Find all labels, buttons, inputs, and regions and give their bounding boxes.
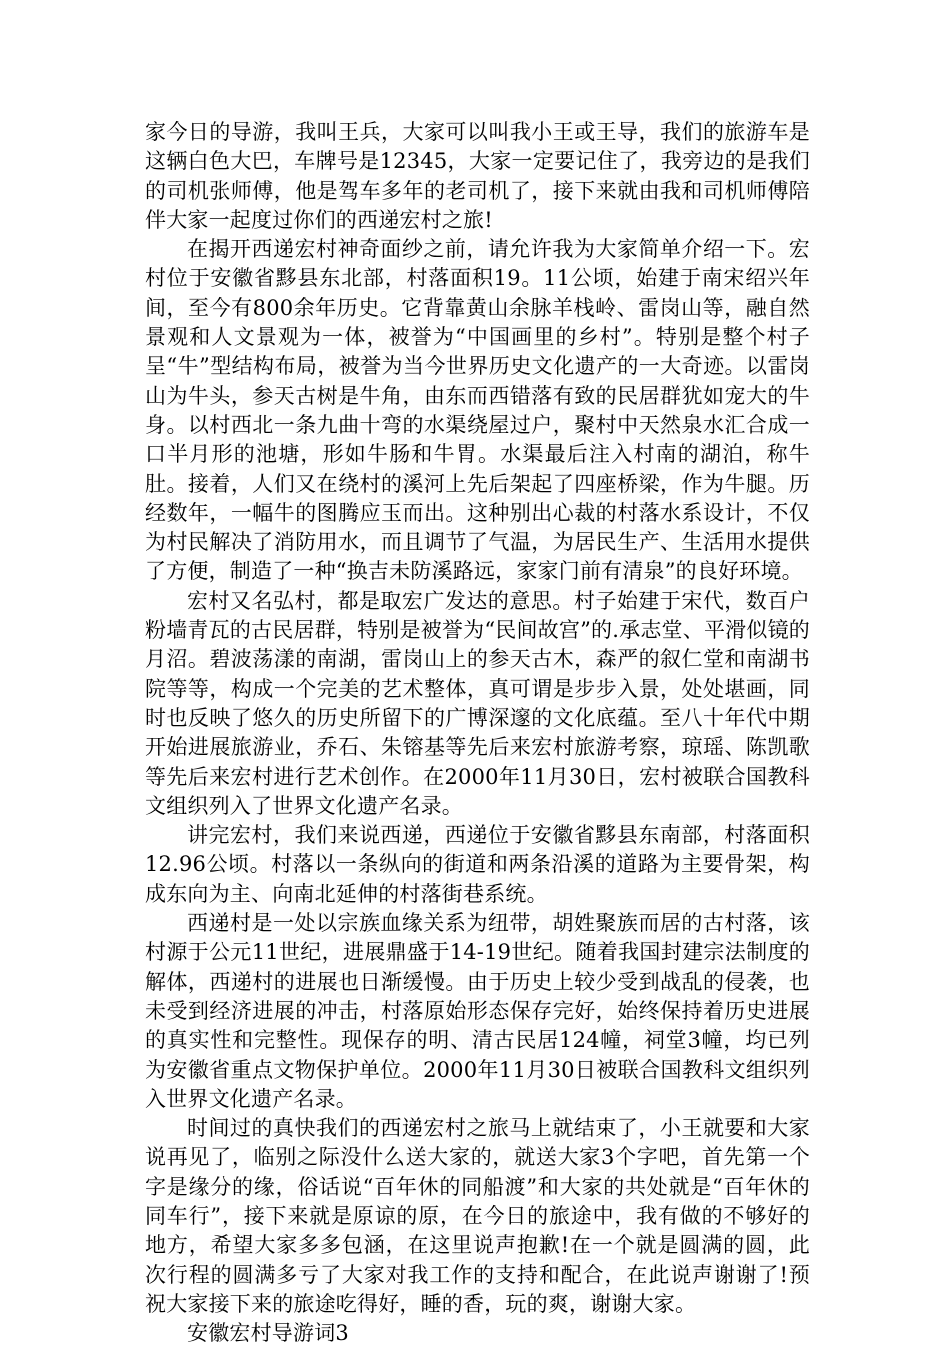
paragraph-intro-continued: 家今日的导游，我叫王兵，大家可以叫我小王或王导，我们的旅游车是这辆白色大巴，车牌号是12345，大家一定要记住了，我旁边的是我们的司机张师傅，他是驾车多年的老司机了，接下来就由我和司机师傅陪伴大家一起度过你们的西递宏村之旅! [145, 120, 810, 232]
section-heading: 安徽宏村导游词3 [187, 1321, 349, 1346]
paragraph-hongcun-overview: 在揭开西递宏村神奇面纱之前，请允许我为大家简单介绍一下。宏村位于安徽省黟县东北部，村落面积19。11公顷，始建于南宋绍兴年间，至今有800余年历史。它背靠黄山余脉羊栈岭、雷岗山等，融自然景观和人文景观为一体，被誉为“中国画里的乡村”。特别是整个村子呈“牛”型结构布局，被誉为当今世界历史文化遗产的一大奇迹。以雷岗山为牛头，参天古树是牛角，由东而西错落有致的民居群犹如宠大的牛身。以村西北一条九曲十弯的水渠绕屋过户，聚村中天然泉水汇合成一口半月形的池塘，形如牛肠和牛胃。水渠最后注入村南的湖泊，称牛肚。接着，人们又在绕村的溪河上先后架起了四座桥梁，作为牛腿。历经数年，一幅牛的图腾应玉而出。这种别出心裁的村落水系设计，不仅为村民解决了消防用水，而且调节了气温，为居民生产、生活用水提供了方便，制造了一种“换吉未防溪路远，家家门前有清泉”的良好环境。 [145, 237, 810, 584]
paragraph-xidi-intro: 讲完宏村，我们来说西递，西递位于安徽省黟县东南部，村落面积12.96公顷。村落以一条纵向的街道和两条沿溪的道路为主要骨架，构成东向为主、向南北延伸的村落街巷系统。 [145, 823, 810, 906]
paragraph-hongcun-history: 宏村又名弘村，都是取宏广发达的意思。村子始建于宋代，数百户粉墙青瓦的古民居群，特别是被誉为“民间故宫”的.承志堂、平滑似镜的月沼。碧波荡漾的南湖，雷岗山上的参天古木，森严的叙仁堂和南湖书院等等，构成一个完美的艺术整体，真可谓是步步入景，处处堪画，同时也反映了悠久的历史所留下的广博深邃的文化底蕴。至八十年代中期开始进展旅游业，乔石、朱镕基等先后来宏村旅游考察，琼瑶、陈凯歌等先后来宏村进行艺术创作。在2000年11月30日，宏村被联合国教科文组织列入了世界文化遗产名录。 [145, 588, 810, 818]
paragraph-farewell: 时间过的真快我们的西递宏村之旅马上就结束了，小王就要和大家说再见了，临别之际没什么送大家的，就送大家3个字吧，首先第一个字是缘分的缘，俗话说“百年休的同船渡”和大家的共处就是“百年休的同车行”，接下来就是原谅的原，在今日的旅途中，我有做的不够好的地方，希望大家多多包涵，在这里说声抱歉!在一个就是圆满的圆，此次行程的圆满多亏了大家对我工作的支持和配合，在此说声谢谢了!预祝大家接下来的旅途吃得好，睡的香，玩的爽，谢谢大家。 [145, 1116, 810, 1316]
document-page [145, 118, 810, 1348]
paragraph-xidi-history: 西递村是一处以宗族血缘关系为纽带，胡姓聚族而居的古村落，该村源于公元11世纪，进展鼎盛于14-19世纪。随着我国封建宗法制度的解体，西递村的进展也日渐缓慢。由于历史上较少受到战乱的侵袭，也未受到经济进展的冲击，村落原始形态保存完好，始终保持着历史进展的真实性和完整性。现保存的明、清古民居124幢，祠堂3幢，均已列为安徽省重点文物保护单位。2000年11月30日被联合国教科文组织列入世界文化遗产名录。 [145, 911, 810, 1111]
